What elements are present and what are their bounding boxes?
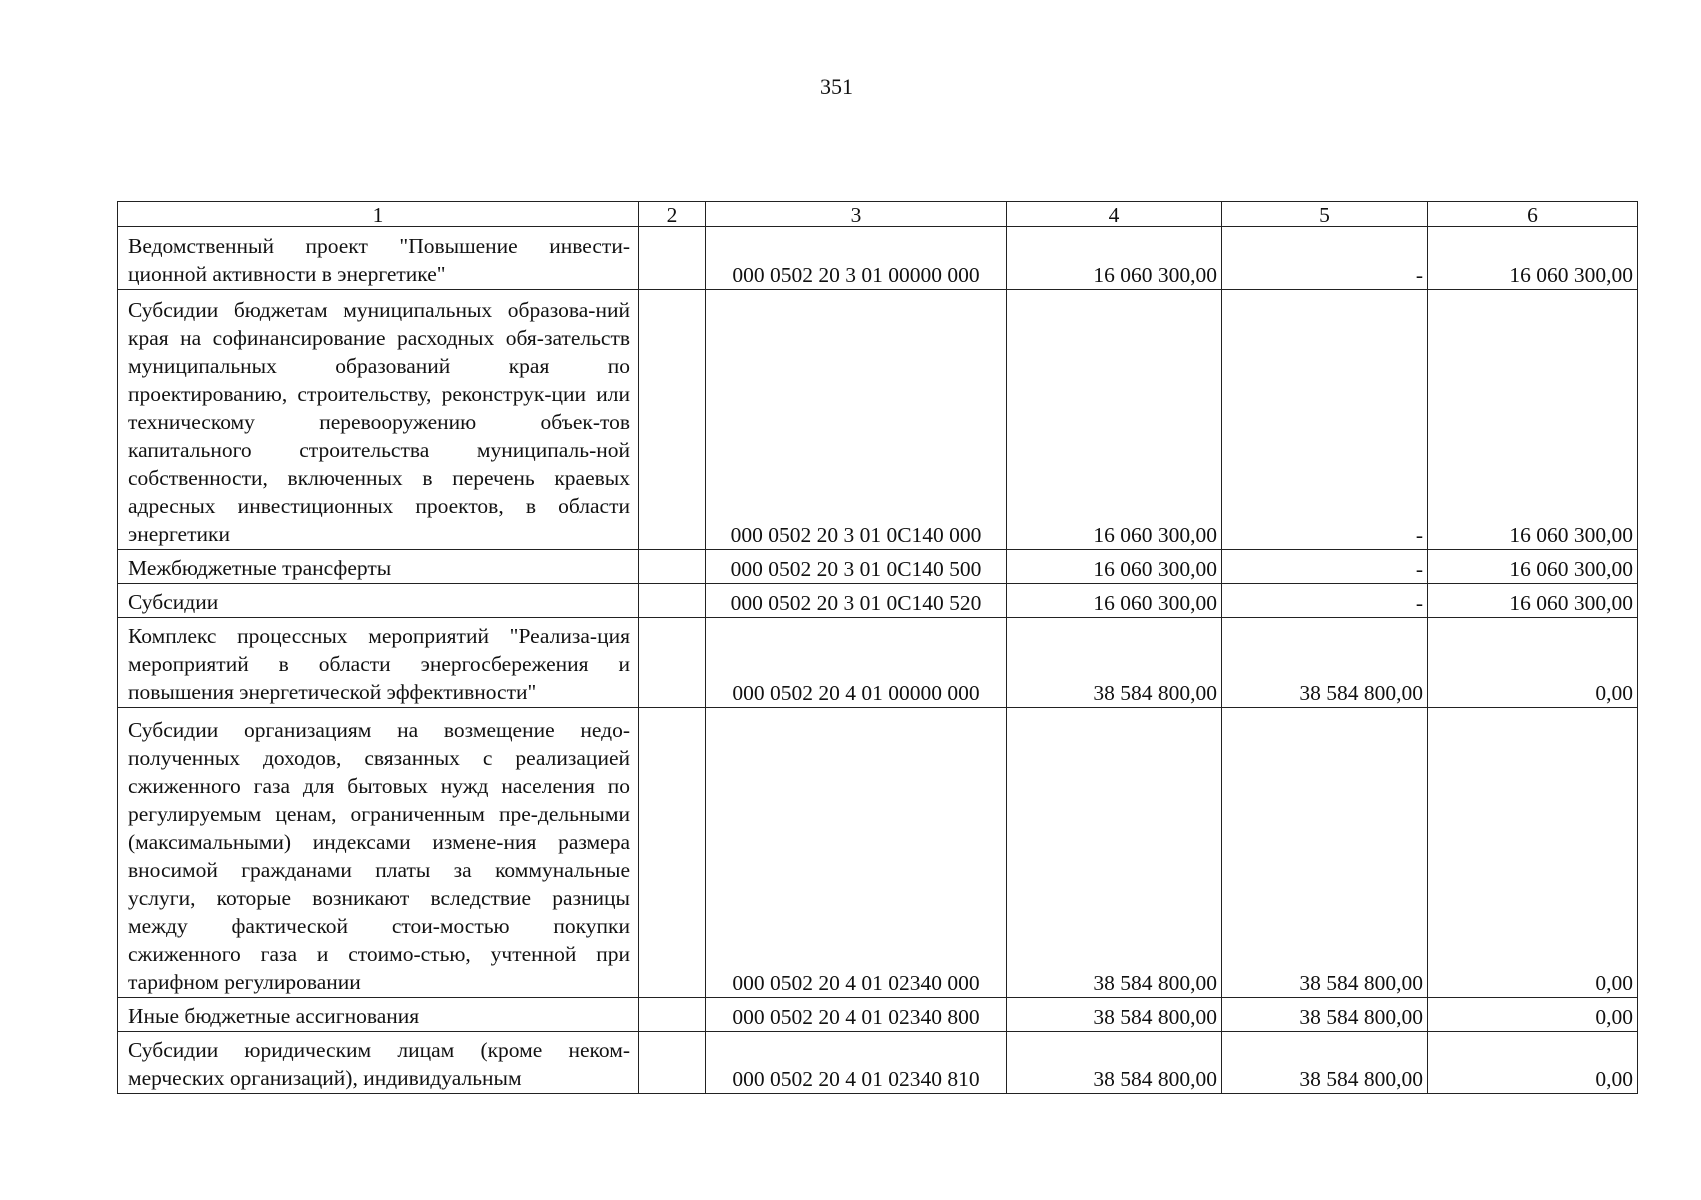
header-col-2: 2 (639, 202, 706, 227)
page-number: 351 (820, 74, 853, 99)
row-name: Комплекс процессных мероприятий "Реализа-ция мероприятий в области энергосбережения и повышения энергетической эффективности" (118, 618, 639, 708)
header-col-4: 4 (1007, 202, 1222, 227)
header-col-3: 3 (706, 202, 1007, 227)
table-row (118, 708, 1638, 998)
row-value-5: 38 584 800,00 (1222, 708, 1428, 998)
row-code: 000 0502 20 4 01 02340 800 (706, 998, 1007, 1032)
row-name: Межбюджетные трансферты (118, 550, 639, 584)
row-value-4: 38 584 800,00 (1007, 1032, 1222, 1094)
row-col2 (639, 1032, 706, 1094)
row-code: 000 0502 20 3 01 0С140 000 (706, 290, 1007, 550)
row-col2 (639, 584, 706, 618)
row-value-4: 16 060 300,00 (1007, 584, 1222, 618)
table-row (118, 227, 1638, 290)
row-col2 (639, 290, 706, 550)
row-value-6: 16 060 300,00 (1428, 584, 1638, 618)
row-value-6: 16 060 300,00 (1428, 290, 1638, 550)
row-value-6: 16 060 300,00 (1428, 227, 1638, 290)
budget-table (117, 201, 1638, 1094)
row-col2 (639, 227, 706, 290)
row-code: 000 0502 20 4 01 02340 810 (706, 1032, 1007, 1094)
row-value-5: - (1222, 227, 1428, 290)
row-value-6: 0,00 (1428, 998, 1638, 1032)
row-value-6: 0,00 (1428, 708, 1638, 998)
row-value-5: 38 584 800,00 (1222, 998, 1428, 1032)
header-col-6: 6 (1428, 202, 1638, 227)
row-col2 (639, 550, 706, 584)
row-name: Субсидии юридическим лицам (кроме неком-мерческих организаций), индивидуальным (118, 1032, 639, 1094)
header-col-1: 1 (118, 202, 639, 227)
table-row (118, 1032, 1638, 1094)
row-value-4: 38 584 800,00 (1007, 708, 1222, 998)
row-value-5: 38 584 800,00 (1222, 1032, 1428, 1094)
table-row (118, 290, 1638, 550)
row-value-6: 0,00 (1428, 1032, 1638, 1094)
row-code: 000 0502 20 3 01 0С140 520 (706, 584, 1007, 618)
table-row (118, 584, 1638, 618)
table-row (118, 550, 1638, 584)
row-value-4: 16 060 300,00 (1007, 227, 1222, 290)
row-value-4: 38 584 800,00 (1007, 618, 1222, 708)
row-code: 000 0502 20 3 01 0С140 500 (706, 550, 1007, 584)
row-code: 000 0502 20 4 01 00000 000 (706, 618, 1007, 708)
header-col-5: 5 (1222, 202, 1428, 227)
row-name: Иные бюджетные ассигнования (118, 998, 639, 1032)
row-col2 (639, 998, 706, 1032)
row-name: Субсидии бюджетам муниципальных образова-ний края на софинансирование расходных обя-зательств муниципальных образований края по проектированию, строительству, реконструк-ции или техническому перевооружению объек-тов капитального строительства муниципаль-ной собственности, включенных в перечень краевых адресных инвестиционных проектов, в области энергетики (118, 290, 639, 550)
row-col2 (639, 618, 706, 708)
table-row (118, 618, 1638, 708)
row-value-6: 16 060 300,00 (1428, 550, 1638, 584)
row-value-5: - (1222, 290, 1428, 550)
table-header-row (118, 202, 1638, 227)
row-name: Субсидии организациям на возмещение недо-полученных доходов, связанных с реализацией сжиженного газа для бытовых нужд населения по регулируемым ценам, ограниченным пре-дельными (максимальными) индексами измене-ния размера вносимой гражданами платы за коммунальные услуги, которые возникают вследствие разницы между фактической стои-мостью покупки сжиженного газа и стоимо-стью, учтенной при тарифном регулировании (118, 708, 639, 998)
row-code: 000 0502 20 4 01 02340 000 (706, 708, 1007, 998)
row-value-4: 16 060 300,00 (1007, 550, 1222, 584)
row-value-5: 38 584 800,00 (1222, 618, 1428, 708)
row-value-5: - (1222, 550, 1428, 584)
row-col2 (639, 708, 706, 998)
row-value-4: 16 060 300,00 (1007, 290, 1222, 550)
row-name: Ведомственный проект "Повышение инвести-ционной активности в энергетике" (118, 227, 639, 290)
row-code: 000 0502 20 3 01 00000 000 (706, 227, 1007, 290)
row-value-4: 38 584 800,00 (1007, 998, 1222, 1032)
row-name: Субсидии (118, 584, 639, 618)
row-value-6: 0,00 (1428, 618, 1638, 708)
table-row (118, 998, 1638, 1032)
row-value-5: - (1222, 584, 1428, 618)
